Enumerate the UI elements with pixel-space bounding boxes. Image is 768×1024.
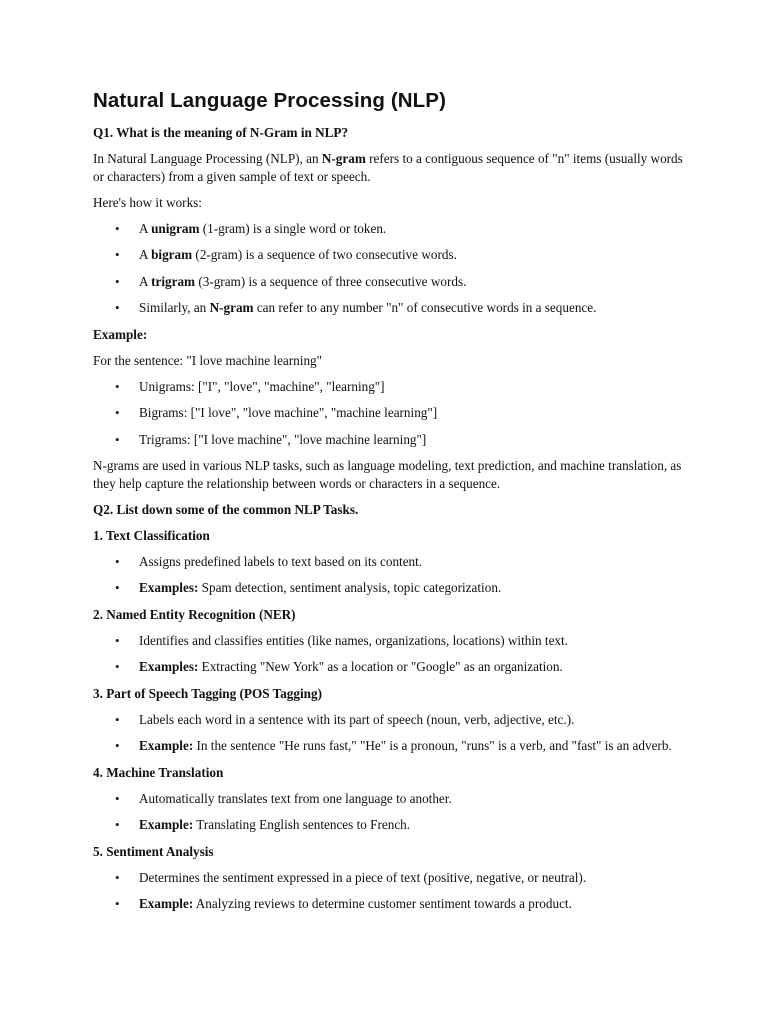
task-details	[93, 711, 683, 755]
list-item-pre: Similarly, an	[139, 300, 210, 315]
task-example-label: Example:	[139, 738, 194, 753]
q1-intro	[93, 150, 683, 185]
task-example	[93, 579, 683, 597]
list-item-term: bigram	[151, 247, 193, 262]
list-item	[93, 246, 683, 264]
task-title: 4. Machine Translation	[93, 764, 224, 780]
page-title: Natural Language Processing (NLP)	[93, 89, 447, 112]
task-example-text: Extracting "New York" as a location or "Google" as an organization.	[198, 659, 563, 674]
example-label: Example:	[93, 326, 148, 342]
task-title: 3. Part of Speech Tagging (POS Tagging)	[93, 685, 322, 701]
q1-how-it-works: Here's how it works:	[93, 194, 202, 210]
task-example-text: Translating English sentences to French.	[193, 817, 411, 832]
task-example-label: Examples:	[139, 580, 199, 595]
list-item: • Bigrams: ["I love", "love machine", "machine learning"]	[93, 404, 683, 422]
list-item-term: N-gram	[209, 300, 254, 315]
list-item-pre: A	[139, 220, 152, 236]
q2-heading: Q2. List down some of the common NLP Tasks.	[93, 501, 359, 517]
task-details	[93, 553, 683, 597]
task-example-text: In the sentence "He runs fast," "He" is a pronoun, "runs" is a verb, and "fast" is an adverb.	[193, 738, 672, 753]
task-example-label: Examples:	[139, 659, 199, 674]
ngram-definition-list	[93, 220, 683, 317]
list-item-post: (3-gram) is a sequence of three consecutive words.	[195, 273, 467, 289]
list-item-term: trigram	[151, 273, 196, 289]
q1-heading: Q1. What is the meaning of N-Gram in NLP?	[93, 125, 349, 140]
list-item-pre: A	[139, 273, 152, 289]
task-description: • Assigns predefined labels to text based on its content.	[93, 553, 683, 571]
q1-closing: N-grams are used in various NLP tasks, such as language modeling, text prediction, and machine translation, as they help capture the relationship between words or characters in a sequence.	[93, 458, 682, 491]
list-item-post: (1-gram) is a single word or token.	[199, 220, 387, 236]
list-item-post: (2-gram) is a sequence of two consecutive words.	[192, 247, 457, 262]
task-description: • Automatically translates text from one language to another.	[93, 790, 683, 808]
list-item-pre: A	[139, 247, 152, 262]
task-title: 5. Sentiment Analysis	[93, 843, 214, 859]
list-item	[93, 273, 683, 291]
list-item: • Trigrams: ["I love machine", "love machine learning"]	[93, 431, 683, 449]
q1-intro-post: refers to a contiguous sequence of "n" items (usually words or characters) from a given sample of text or speech.	[93, 151, 683, 184]
task-description: • Identifies and classifies entities (like names, organizations, locations) within text.	[93, 632, 683, 650]
task-title: 1. Text Classification	[93, 527, 210, 543]
task-details	[93, 790, 683, 834]
task-example	[93, 737, 683, 755]
task-example	[93, 816, 683, 834]
list-item-post: can refer to any number "n" of consecutive words in a sequence.	[253, 300, 597, 315]
task-example	[93, 658, 683, 676]
task-example-text: Spam detection, sentiment analysis, topic categorization.	[198, 580, 502, 595]
q1-intro-bold: N-gram	[321, 151, 366, 166]
task-details	[93, 869, 683, 913]
list-item: • Unigrams: ["I", "love", "machine", "learning"]	[93, 378, 683, 396]
task-example	[93, 895, 683, 913]
task-example-text: Analyzing reviews to determine customer sentiment towards a product.	[193, 896, 572, 911]
list-item	[93, 220, 683, 238]
example-sentence: For the sentence: "I love machine learning"	[93, 352, 323, 368]
ngram-example-list	[93, 378, 683, 449]
document-page	[93, 88, 683, 922]
q1-intro-pre: In Natural Language Processing (NLP), an	[93, 151, 322, 166]
task-title: 2. Named Entity Recognition (NER)	[93, 606, 296, 622]
task-description: • Determines the sentiment expressed in a piece of text (positive, negative, or neutral).	[93, 869, 683, 887]
task-example-label: Example:	[139, 896, 194, 911]
list-item	[93, 299, 683, 317]
task-example-label: Example:	[139, 817, 194, 832]
task-details	[93, 632, 683, 676]
list-item-term: unigram	[151, 220, 200, 236]
task-description: • Labels each word in a sentence with its part of speech (noun, verb, adjective, etc.).	[93, 711, 683, 729]
